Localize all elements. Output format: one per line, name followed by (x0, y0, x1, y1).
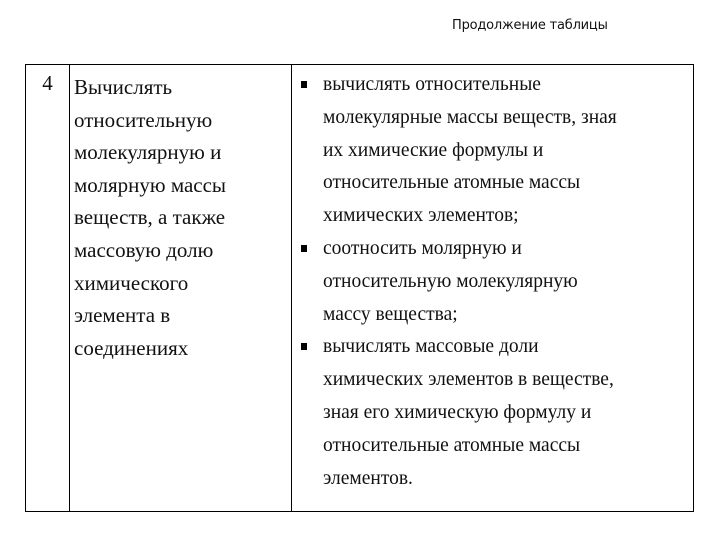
goal-line: относительную (74, 107, 213, 132)
skill-line: их химические формулы и (323, 139, 544, 161)
skill-line: относительные атомные массы (323, 172, 581, 194)
skills-cell (296, 69, 691, 495)
skill-line: химических элементов в веществе, (323, 369, 614, 391)
skill-line: соотносить молярную и (323, 237, 522, 259)
goal-line: Вычислять (74, 75, 173, 99)
column-divider (291, 65, 292, 511)
skill-line: молекулярные массы веществ, зная (323, 106, 617, 128)
goal-line: соединениях (74, 335, 189, 360)
content-table (25, 64, 694, 512)
skill-line: массу вещества; (323, 303, 458, 325)
skill-item (296, 331, 691, 495)
table-continuation-caption: Продолжение таблицы (452, 18, 608, 33)
skill-item (296, 69, 691, 233)
column-divider (69, 65, 70, 511)
skill-item (296, 233, 691, 331)
goal-line: веществ, а также (74, 205, 226, 230)
skill-line: вычислять массовые доли (323, 336, 539, 358)
skill-line: относительные атомные массы (323, 434, 581, 456)
skill-line: химических элементов; (323, 205, 519, 227)
skill-line: элементов. (323, 467, 413, 489)
goal-line: молярную массы (74, 172, 227, 197)
goal-line: массовую долю (74, 237, 214, 262)
goal-line: элемента в (74, 303, 171, 328)
goal-cell (74, 71, 284, 364)
goal-line: химического (74, 270, 189, 295)
skill-line: относительную молекулярную (323, 270, 578, 292)
square-bullet-icon (301, 81, 307, 88)
row-number: 4 (42, 71, 53, 95)
skill-line: зная его химическую формулу и (323, 401, 592, 423)
goal-line: молекулярную и (74, 140, 222, 165)
skill-line: вычислять относительные (323, 74, 541, 95)
square-bullet-icon (301, 245, 307, 252)
square-bullet-icon (301, 343, 307, 350)
